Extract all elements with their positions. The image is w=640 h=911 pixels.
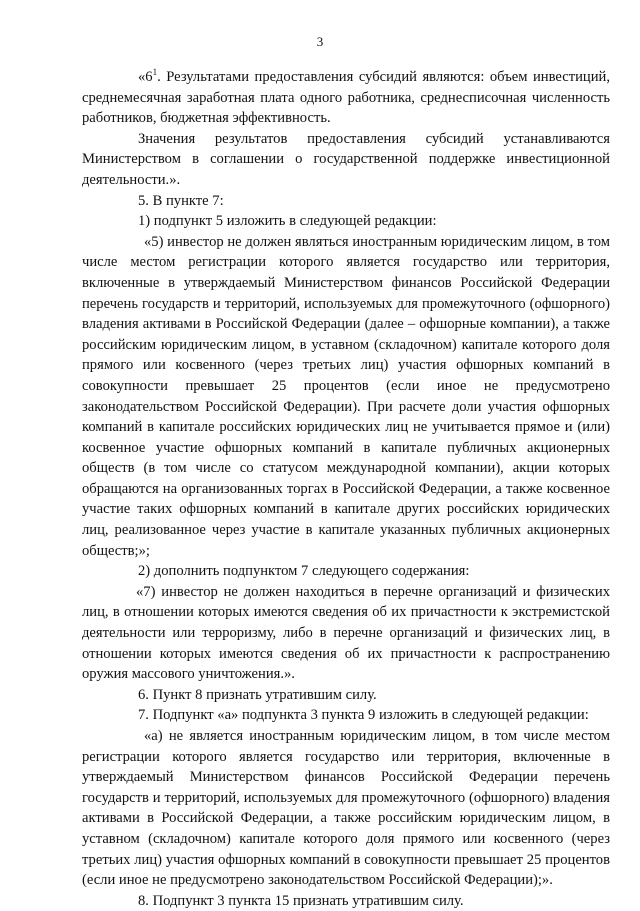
- paragraph-6-1: [82, 67, 610, 129]
- paragraph-results-values: Значения результатов предоставления субсидий устанавливаются Министерством в соглашении о государственной поддержке инвестиционной деятельности.».: [82, 130, 610, 188]
- paragraph-item-5: 5. В пункте 7:: [138, 192, 224, 209]
- paragraph-quote-a: «а) не является иностранным юридическим лицом, в том числе местом регистрации которого является государство или территория, включенные в утверждаемый Министерством финансов Российской Федерации перечень государств и территорий, используемых для промежуточного (офшорного) владения активами в Российской Федерации, а также российским юридическим лицом, в уставном (складочном) капитале которого доля прямого или косвенного (через третьих лиц) участия офшорных компаний в совокупности превышает 25 процентов (если иное не предусмотрено законодательством Российской Федерации);».: [82, 728, 610, 889]
- paragraph-item-6: 6. Пункт 8 признать утратившим силу.: [138, 686, 377, 703]
- document-body: [82, 67, 610, 911]
- paragraph-6-1-prefix: «6: [138, 69, 153, 85]
- paragraph-quote-5: «5) инвестор не должен являться иностранным юридическим лицом, в том числе местом регистрации которого является государство или территория, включенные в утверждаемый Министерством финансов Российской Федерации перечень государств и территорий, используемых для промежуточного (офшорного) владения активами в Российской Федерации (далее – офшорные компании), а также российским юридическим лицом, в уставном (складочном) капитале которого доля прямого или косвенного (через третьих лиц) участия офшорных компаний в совокупности превышает 25 процентов (если иное не предусмотрено законодательством Российской Федерации). При расчете доли участия офшорных компаний в капитале российских юридических лиц не учитывается прямое и (или) косвенное участие офшорных компаний в капитале публичных акционерных обществ (в том числе со статусом международной компании), акции которых обращаются на организованных торгах в Российской Федерации, а также косвенное участие таких офшорных компаний в капитале других российских юридических лиц, реализованное через участие в капитале указанных публичных акционерных обществ;»;: [82, 233, 610, 559]
- superscript-1: 1: [152, 67, 158, 78]
- paragraph-6-1-text: . Результатами предоставления субсидий являются: объем инвестиций, среднемесячная заработная плата одного работника, среднесписочная численность работников, бюджетная эффективность.: [82, 69, 610, 127]
- paragraph-item-7: 7. Подпункт «а» подпункта 3 пункта 9 изложить в следующей редакции:: [138, 707, 589, 724]
- paragraph-subitem-1: 1) подпункт 5 изложить в следующей редакции:: [138, 213, 437, 230]
- paragraph-item-8: 8. Подпункт 3 пункта 15 признать утратившим силу.: [138, 892, 464, 909]
- paragraph-subitem-2: 2) дополнить подпунктом 7 следующего содержания:: [138, 563, 470, 580]
- page-number: 3: [316, 34, 324, 49]
- paragraph-quote-7: «7) инвестор не должен находиться в перечне организаций и физических лиц, в отношении которых имеются сведения об их причастности к экстремистской деятельности или терроризму, либо в перечне организаций и физических лиц, в отношении которых имеются сведения об их причастности к распространению оружия массового уничтожения.».: [82, 583, 610, 683]
